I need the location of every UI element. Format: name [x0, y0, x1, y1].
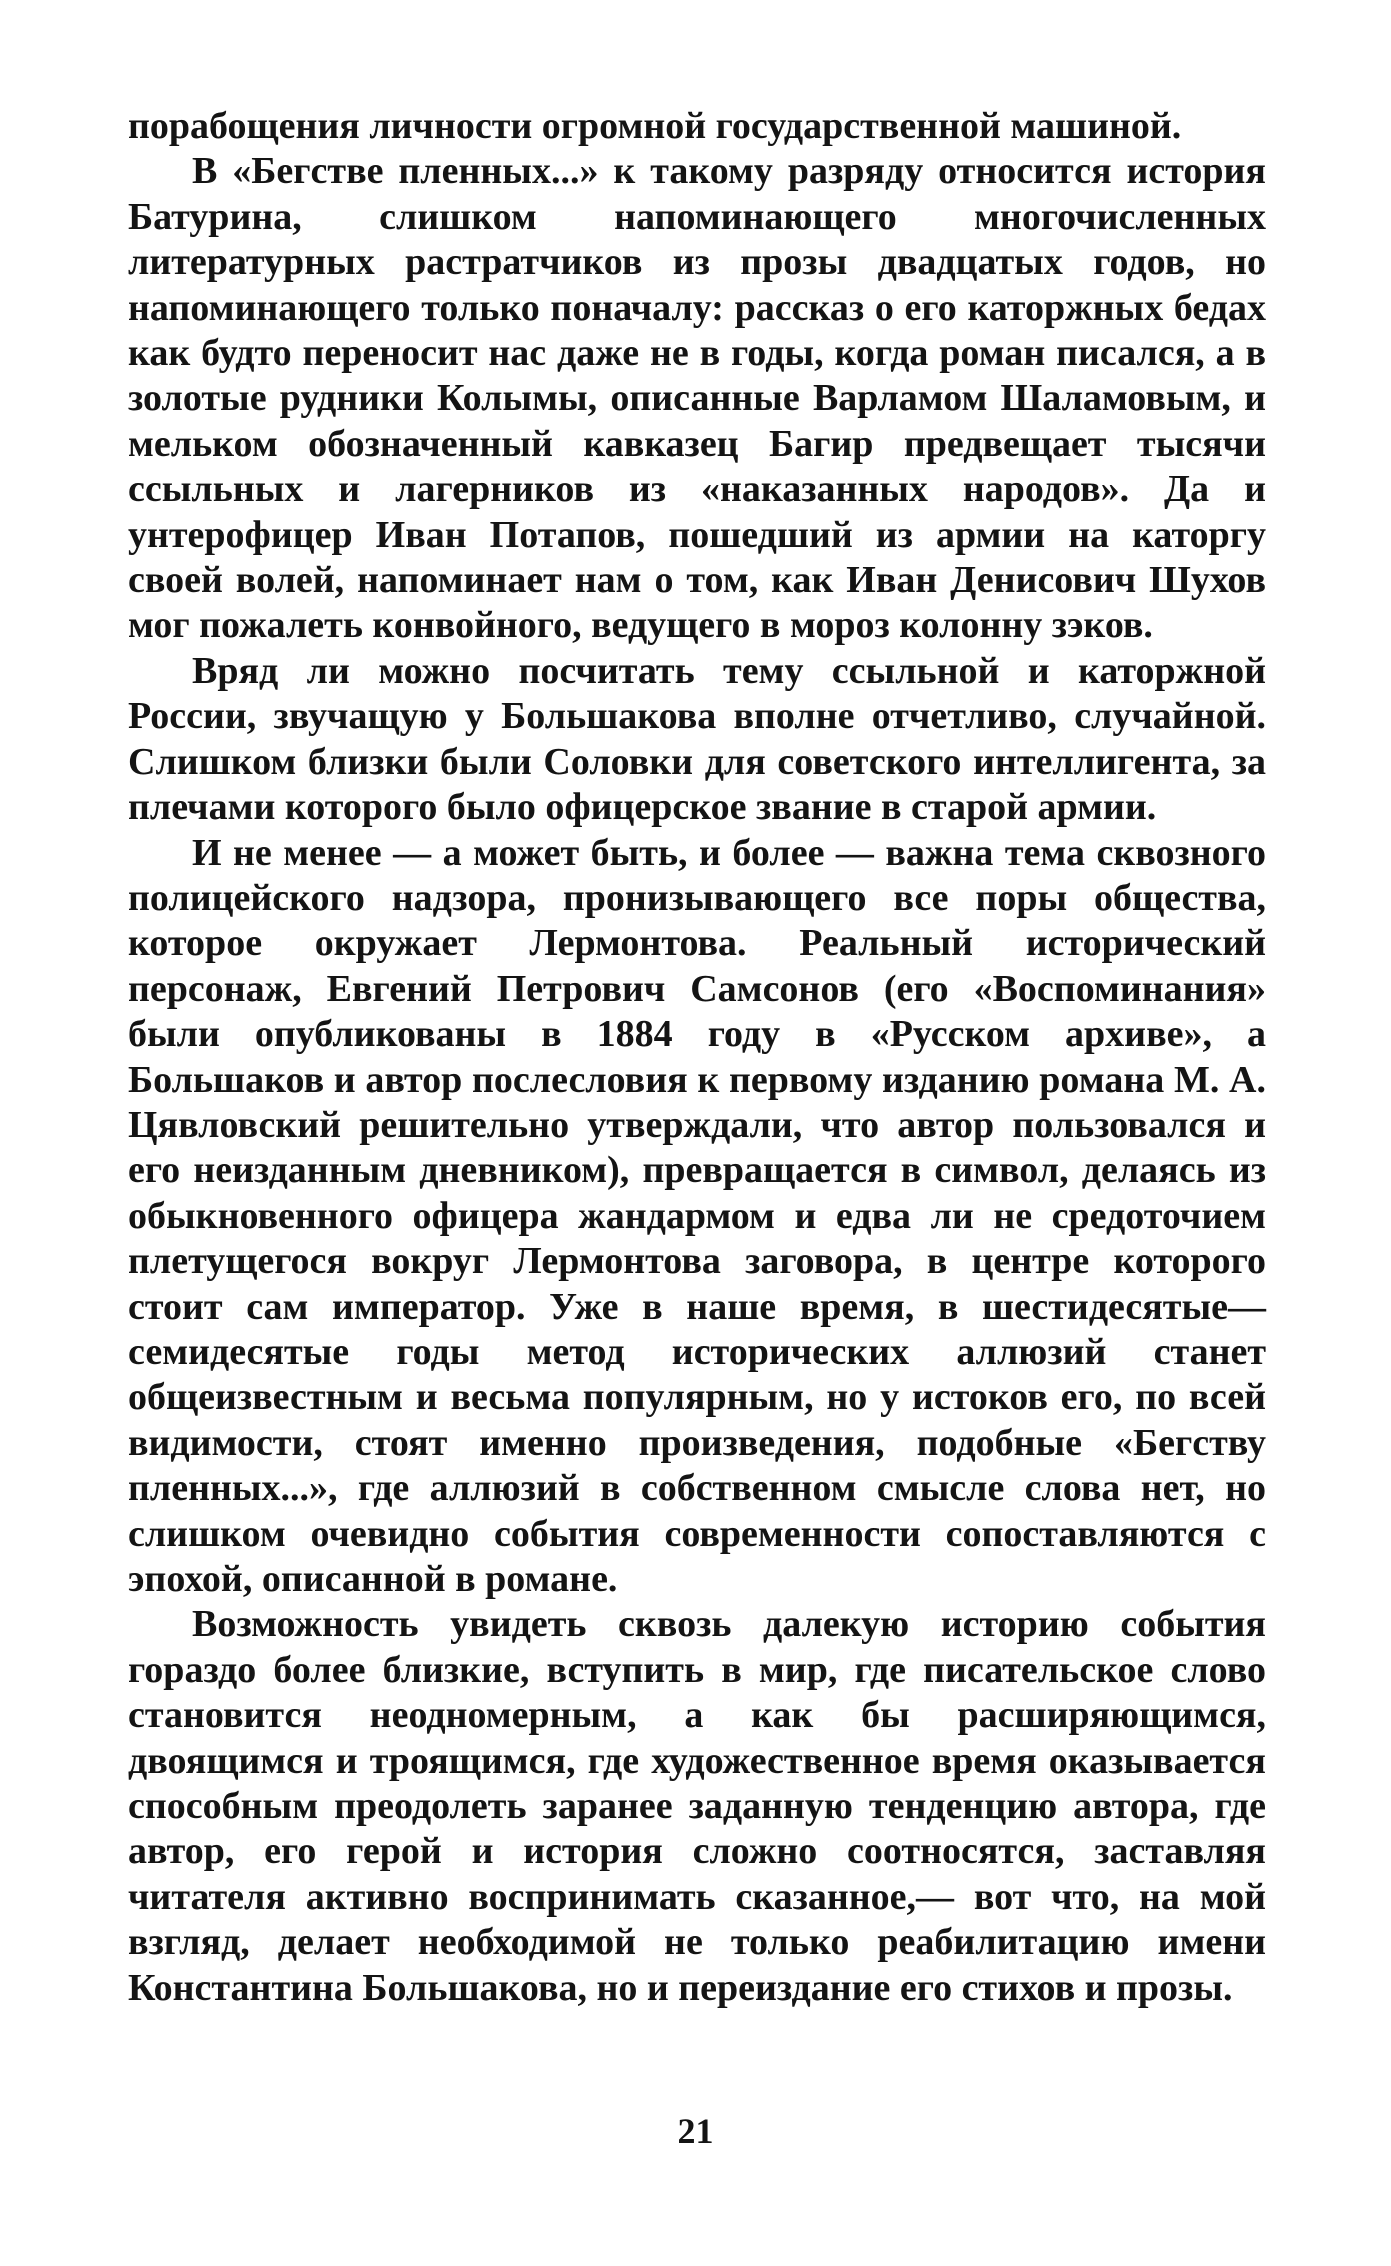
paragraph-police-surveillance: И не менее — а может быть, и более — важна тема сквозного полицейского надзора, пронизывающего все поры общества, которое окружает Лермонтова. Реальный исторический персонаж, Евгений Петрович Самсонов (его «Воспоминания» были опубликованы в 1884 году в «Русском архиве», а Большаков и автор послесловия к первому изданию романа М. А. Цявловский решительно утверждали, что автор пользовался и его неизданным дневником), превращается в символ, делаясь из обыкновенного офицера жандармом и едва ли не средоточием плетущегося вокруг Лермонтова заговора, в центре которого стоит сам император. Уже в наше время, в шестидесятые—семидесятые годы метод исторических аллюзий станет общеизвестным и весьма популярным, но у истоков его, по всей видимости, стоят именно произведения, подобные «Бегству пленных...», где аллюзий в собственном смысле слова нет, но слишком очевидно события современности сопоставляются с эпохой, описанной в романе. [128, 831, 1266, 1600]
paragraph-exile-theme: Вряд ли можно посчитать тему ссыльной и каторжной России, звучащую у Большакова вполне отчетливо, случайной. Слишком близки были Соловки для советского интеллигента, за плечами которого было офицерское звание в старой армии. [128, 649, 1266, 829]
page-number: 21 [677, 2111, 714, 2151]
paragraph-continuation: порабощения личности огромной государственной машиной. [128, 105, 1182, 147]
paragraph-conclusion: Возможность увидеть сквозь далекую историю события гораздо более близкие, вступить в мир, где писательское слово становится неодномерным, а как бы расширяющимся, двоящимся и троящимся, где художественное время оказывается способным преодолеть заранее заданную тенденцию автора, где автор, его герой и история сложно соотносятся, заставляя читателя активно воспринимать сказанное,— вот что, на мой взгляд, делает необходимой не только реабилитацию имени Константина Большакова, но и переиздание его стихов и прозы. [128, 1603, 1266, 2009]
paragraph-escape-of-prisoners: В «Бегстве пленных...» к такому разряду относится история Батурина, слишком напоминающего многочисленных литературных растратчиков из прозы двадцатых годов, но напоминающего только поначалу: рассказ о его каторжных бедах как будто переносит нас даже не в годы, когда роман писался, а в золотые рудники Колымы, описанные Варламом Шаламовым, и мельком обозначенный кавказец Багир предвещает тысячи ссыльных и лагерников из «наказанных народов». Да и унтерофицер Иван Потапов, пошедший из армии на каторгу своей волей, напоминает нам о том, как Иван Денисович Шухов мог пожалеть конвойного, ведущего в мороз колонну зэков. [128, 150, 1266, 647]
book-page-text [128, 104, 1266, 2011]
